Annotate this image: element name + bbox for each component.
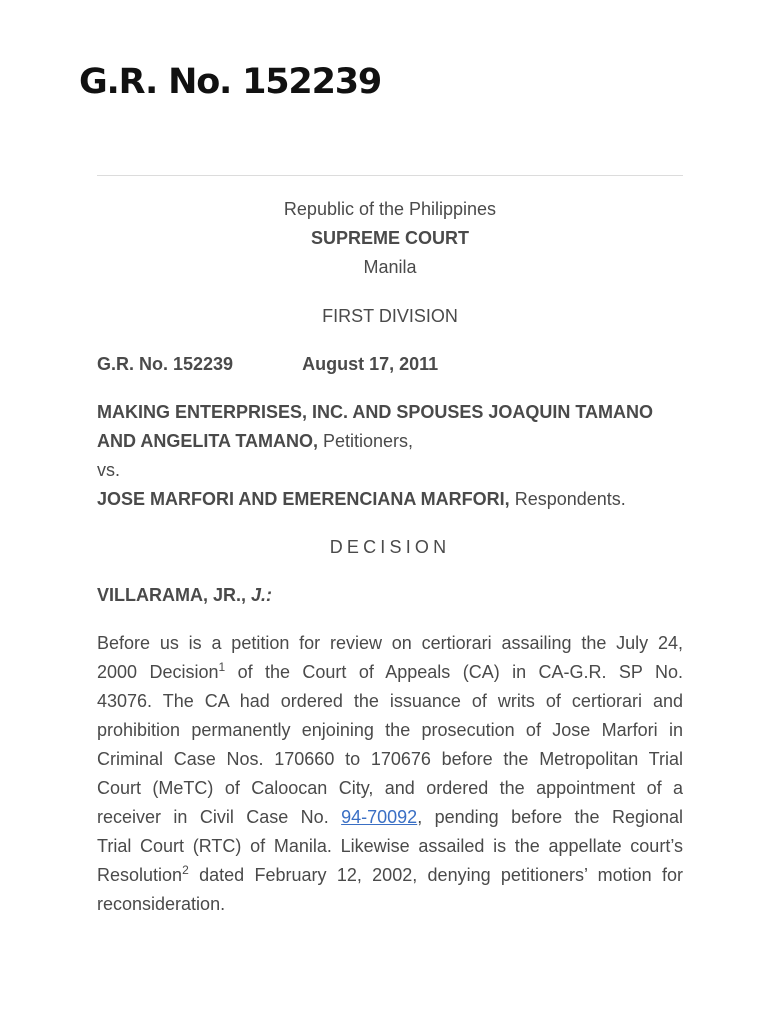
civil-case-link[interactable]: 94-70092	[341, 807, 418, 827]
footnote-ref-2[interactable]: 2	[182, 863, 189, 877]
header-divider	[97, 175, 683, 176]
division-label: FIRST DIVISION	[322, 306, 458, 326]
case-parties	[97, 398, 683, 514]
respondents-role: Respondents.	[509, 489, 626, 509]
petitioners-line-2	[97, 427, 683, 456]
petitioners-line-1: MAKING ENTERPRISES, INC. AND SPOUSES JOAQUIN TAMANO	[97, 402, 654, 422]
body-line: 2000 Decision$^1$ of the Court of Appeals (CA) in CA-G.R. SP No.	[97, 660, 684, 682]
republic-line: Republic of the Philippines	[283, 199, 497, 219]
decision-document	[97, 195, 683, 919]
decision-heading: DECISION	[329, 537, 451, 557]
footnote-ref-1[interactable]: 1	[218, 660, 226, 674]
petitioners-names: AND ANGELITA TAMANO,	[97, 431, 318, 451]
respondents-line	[97, 485, 683, 514]
petitioners-role: Petitioners,	[317, 431, 414, 451]
decision-body-paragraph	[97, 629, 683, 919]
body-line: Trial Court (RTC) of Manila. Likewise assailed is the appellate court’s	[97, 836, 683, 856]
body-line: reconsideration.	[97, 894, 226, 914]
body-line: Court (MeTC) of Caloocan City, and ordered the appointment of a	[97, 778, 683, 798]
court-name: SUPREME COURT	[310, 228, 469, 248]
body-line: Before us is a petition for review on certiorari assailing the July 24,	[97, 633, 683, 653]
body-line: prohibition permanently enjoining the prosecution of Jose Marfori in	[97, 720, 683, 740]
ponente-title: J.:	[251, 585, 273, 605]
ponente	[97, 581, 683, 610]
case-number-line	[97, 350, 683, 379]
respondents-names: JOSE MARFORI AND EMERENCIANA MARFORI,	[97, 489, 510, 509]
body-line: receiver in Civil Case No. 94-70092, pending before the Regional	[97, 807, 683, 827]
body-line: 43076. The CA had ordered the issuance of writs of certiorari and	[97, 691, 683, 711]
case-date: August 17, 2011	[302, 354, 439, 374]
body-line: Resolution$^2$ dated February 12, 2002, denying petitioners’ motion for	[97, 863, 683, 885]
case-number: G.R. No. 152239	[97, 354, 234, 374]
body-line: Criminal Case Nos. 170660 to 170676 before the Metropolitan Trial	[97, 749, 683, 769]
versus-label: vs.	[97, 460, 121, 480]
page-title: G.R. No. 152239	[79, 62, 382, 102]
ponente-name: VILLARAMA, JR.,	[97, 585, 247, 605]
court-city: Manila	[363, 257, 417, 277]
court-header	[97, 195, 683, 282]
